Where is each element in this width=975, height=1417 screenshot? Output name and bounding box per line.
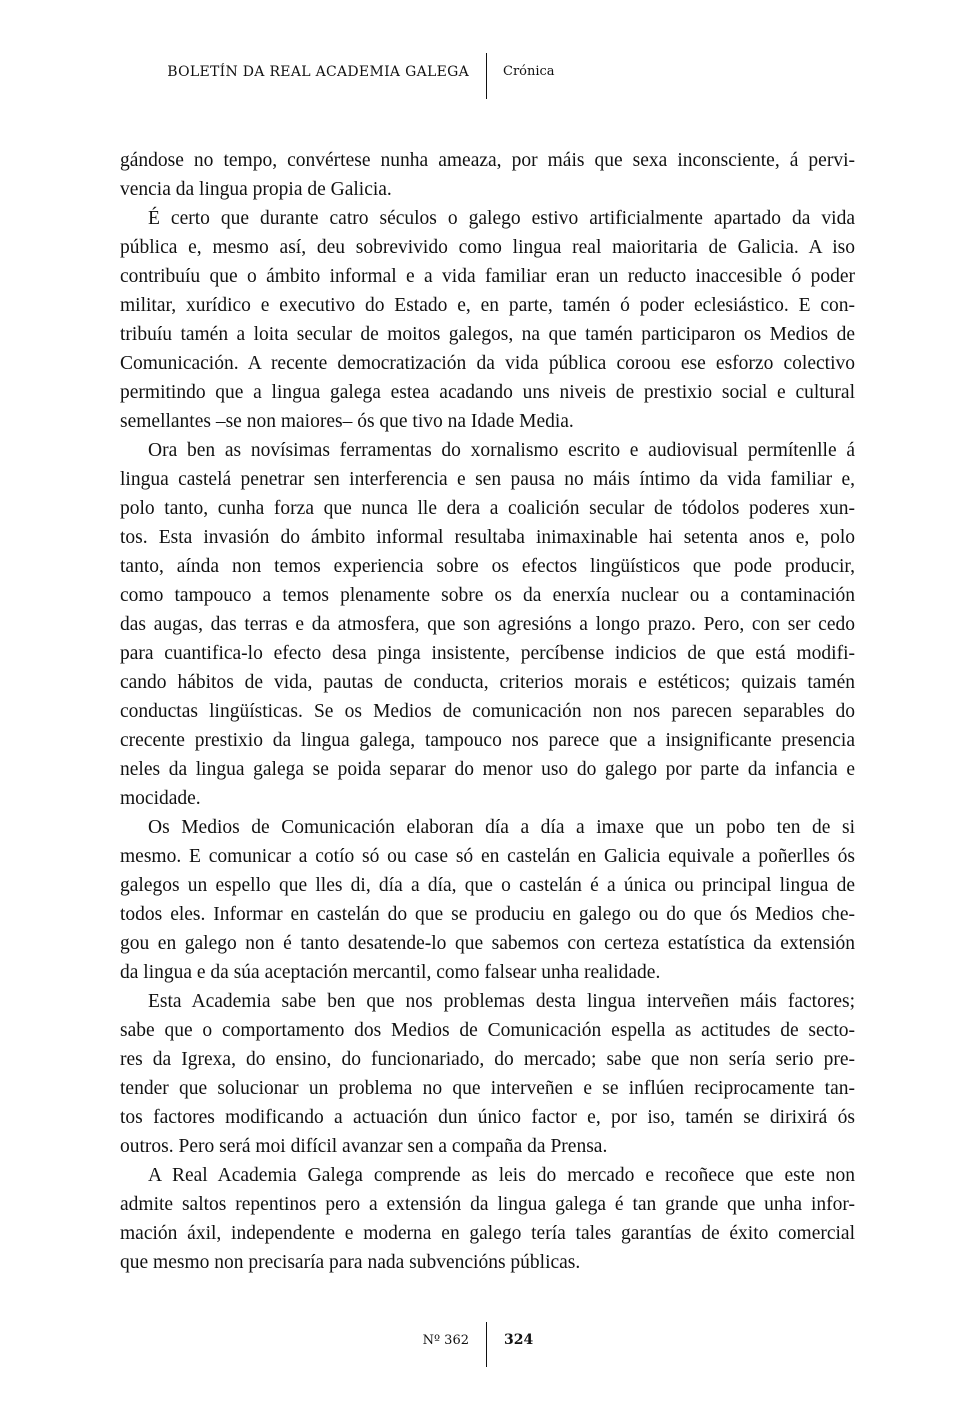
text-line: Ora ben as novísimas ferramentas do xornalismo escrito e audiovisual permítenlle á [148, 440, 855, 461]
text-line: mesmo. E comunicar a cotío só ou case só en castelán en Galicia equivale a poñerlles ós [120, 846, 855, 867]
paragraph [120, 146, 855, 204]
text-line: Esta Academia sabe ben que nos problemas desta lingua interveñen máis factores; [148, 991, 855, 1012]
text-line: das augas, das terras e da atmosfera, que son agresións a longo prazo. Pero, con ser cedo [120, 614, 855, 635]
text-line: É certo que durante catro séculos o galego estivo artificialmente apartado da vida [148, 208, 855, 229]
page-number: 324 [504, 1332, 534, 1348]
text-line: sabe que o comportamento dos Medios de Comunicación espella as actitudes de secto- [120, 1020, 855, 1041]
text-line: Comunicación. A recente democratización da vida pública coroou ese esforzo colectivo [120, 353, 855, 374]
text-line: crecente prestixio da lingua galega, tampouco nos parece que a insignificante presencia [120, 730, 855, 751]
text-line: militar, xurídico e executivo do Estado e, en parte, tamén ó poder eclesiástico. E con- [120, 295, 855, 316]
text-line: A Real Academia Galega comprende as leis do mercado e recoñece que este non [148, 1165, 855, 1186]
text-line: lingua castelá penetrar sen interferencia e sen pausa no máis íntimo da vida familiar e, [120, 469, 855, 490]
footer-divider [486, 1322, 487, 1367]
text-line: polo tanto, cunha forza que nunca lle dera a coalición secular de tódolos poderes xun- [120, 498, 855, 519]
paragraph [120, 204, 855, 436]
text-line: gou en galego non é tanto desatende-lo que sabemos con certeza estatística da extensión [120, 933, 855, 954]
running-header-section: Crónica [503, 64, 555, 79]
text-line: conductas lingüísticas. Se os Medios de comunicación non nos parecen separables do [120, 701, 855, 722]
text-line: mocidade. [120, 788, 201, 809]
paragraph [120, 436, 855, 813]
text-line: da lingua e da súa aceptación mercantil, como falsear unha realidade. [120, 962, 661, 983]
issue-number: Nº 362 [422, 1333, 469, 1348]
text-line: pública e, mesmo así, deu sobrevivido como lingua real maioritaria de Galicia. A iso [120, 237, 855, 258]
text-line: mación áxil, independente e moderna en galego tería tales garantías de éxito comercial [120, 1223, 855, 1244]
text-line: semellantes –se non maiores– ós que tivo na Idade Media. [120, 411, 574, 432]
text-line: galegos un espello que lles di, día a día, que o castelán é a única ou principal lingua de [120, 875, 855, 896]
text-line: todos eles. Informar en castelán do que se produciu en galego ou do que ós Medios che- [120, 904, 855, 925]
paragraph [120, 1161, 855, 1277]
text-line: admite saltos repentinos pero a extensión da lingua galega é tan grande que unha infor- [120, 1194, 855, 1215]
text-line: para cuantifica-lo efecto desa pinga insistente, percíbense indicios de que está modifi- [120, 643, 855, 664]
paragraph [120, 987, 855, 1161]
text-line: outros. Pero será moi difícil avanzar sen a compaña da Prensa. [120, 1136, 608, 1157]
text-line: res da Igrexa, do ensino, do funcionariado, do mercado; sabe que non sería serio pre- [120, 1049, 855, 1070]
text-line: vencia da lingua propia de Galicia. [120, 179, 392, 200]
header-divider [486, 53, 487, 99]
text-line: que mesmo non precisaría para nada subvencións públicas. [120, 1252, 581, 1273]
paragraph [120, 813, 855, 987]
text-line: tanto, aínda non temos experiencia sobre os efectos lingüísticos que pode producir, [120, 556, 855, 577]
text-line: tender que solucionar un problema no que interveñen e se inflúen reciprocamente tan- [120, 1078, 855, 1099]
text-line: como tampouco a temos plenamente sobre os da enerxía nuclear ou a contaminación [120, 585, 855, 606]
text-line: cando hábitos de vida, pautas de conducta, criterios morais e estéticos; quizais tamén [120, 672, 855, 693]
article-body [120, 146, 855, 1277]
text-line: tos factores modificando a actuación dun único factor e, por iso, tamén se dirixirá ós [120, 1107, 855, 1128]
text-line: permitindo que a lingua galega estea acadando uns niveis de prestixio social e cultural [120, 382, 855, 403]
text-line: neles da lingua galega se poida separar do menor uso do galego por parte da infancia e [120, 759, 855, 780]
text-line: contribuíu que o ámbito informal e a vida familiar eran un reducto inaccesible ó poder [120, 266, 855, 287]
text-line: gándose no tempo, convértese nunha ameaza, por máis que sexa inconsciente, á pervi- [120, 150, 855, 171]
running-header-journal: BOLETÍN DA REAL ACADEMIA GALEGA [167, 64, 469, 80]
text-line: tribuíu tamén a loita secular de moitos galegos, na que tamén participaron os Medios de [120, 324, 855, 345]
text-line: tos. Esta invasión do ámbito informal resultaba inimaxinable hai setenta anos e, polo [120, 527, 855, 548]
text-line: Os Medios de Comunicación elaboran día a día a imaxe que un pobo ten de si [148, 817, 855, 838]
